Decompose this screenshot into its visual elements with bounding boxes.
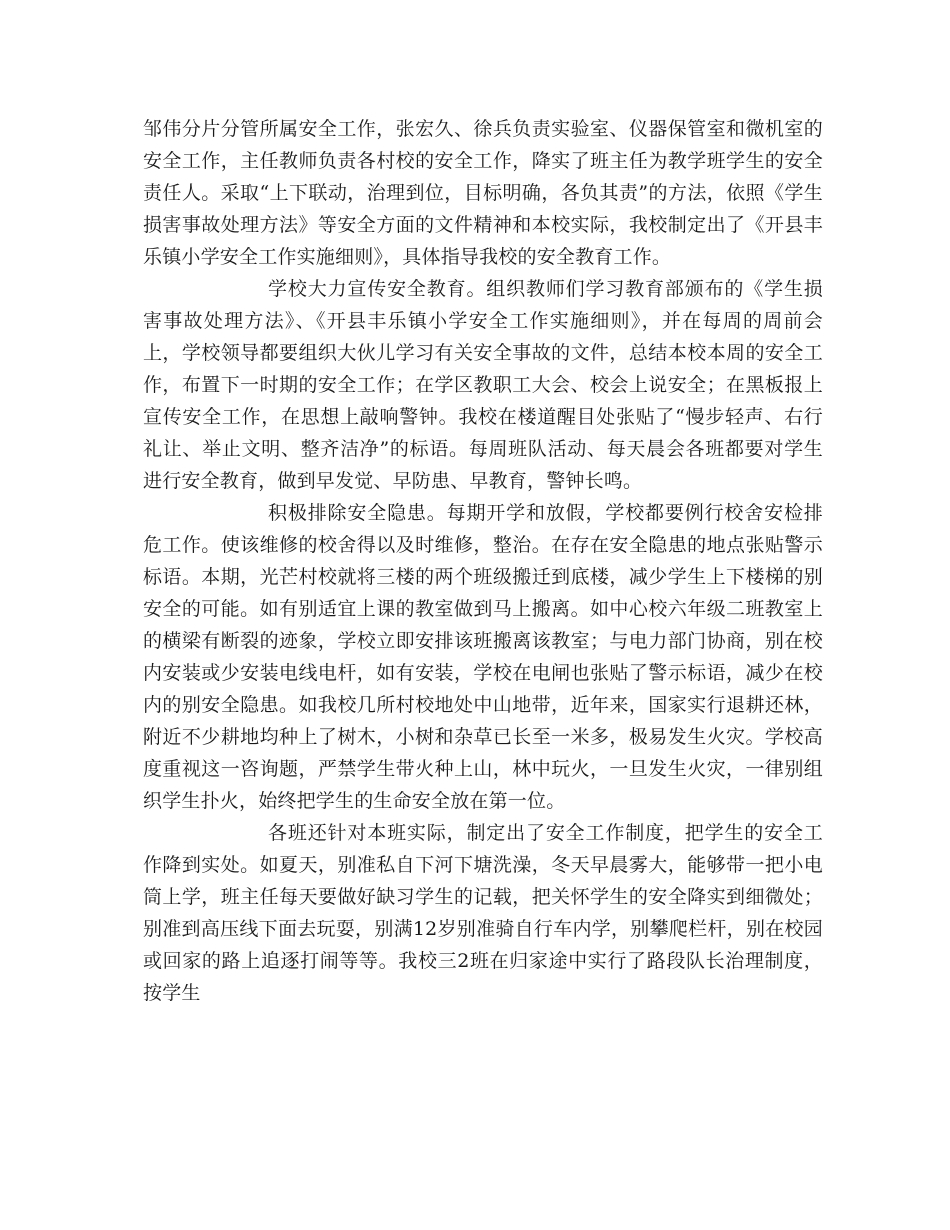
paragraph-3: 积极排除安全隐患。每期开学和放假，学校都要例行校舍安检排危工作。使该维修的校舍得以及时维修，整治。在存在安全隐患的地点张贴警示标语。本期，光芒村校就将三楼的两个班级搬迁到底楼，减少学生上下楼梯的别安全的可能。如有别适宜上课的教室做到马上搬离。如中心校六年级二班教室上的横梁有断裂的迹象，学校立即安排该班搬离该教室；与电力部门协商，别在校内安装或少安装电线电杆，如有安装，学校在电闸也张贴了警示标语，减少在校内的别安全隐患。如我校几所村校地处中山地带，近年来，国家实行退耕还林，附近不少耕地均种上了树木，小树和杂草已长至一米多，极易发生火灾。学校高度重视这一咨询题，严禁学生带火种上山，林中玩火，一旦发生火灾，一律别组织学生扑火，始终把学生的生命安全放在第一位。 [143,502,823,812]
paragraph-4: 各班还针对本班实际，制定出了安全工作制度，把学生的安全工作降到实处。如夏天，别准私自下河下塘洗澡，冬天早晨雾大，能够带一把小电筒上学，班主任每天要做好缺习学生的记载，把关怀学生的安全降实到细微处；别准到高压线下面去玩耍，别满12岁别准骑自行车内学，别攀爬栏杆，别在校园或回家的路上追逐打闹等等。我校三2班在归家途中实行了路段队长治理制度，按学生 [143,822,823,1004]
paragraph-1: 邹伟分片分管所属安全工作，张宏久、徐兵负责实验室、仪器保管室和微机室的安全工作，主任教师负责各村校的安全工作，降实了班主任为教学班学生的安全责任人。采取“上下联动，治理到位，目标明确，各负其责”的方法，依照《学生损害事故处理方法》等安全方面的文件精神和本校实际，我校制定出了《开县丰乐镇小学安全工作实施细则》，具体指导我校的安全教育工作。 [143,118,823,268]
paragraph-2: 学校大力宣传安全教育。组织教师们学习教育部颁布的《学生损害事故处理方法》、《开县丰乐镇小学安全工作实施细则》，并在每周的周前会上，学校领导都要组织大伙儿学习有关安全事故的文件，总结本校本周的安全工作，布置下一时期的安全工作；在学区教职工大会、校会上说安全；在黑板报上宣传安全工作，在思想上敲响警钟。我校在楼道醒目处张贴了“慢步轻声、右行礼让、举止文明、整齐洁净”的标语。每周班队活动、每天晨会各班都要对学生进行安全教育，做到早发觉、早防患、早教育，警钟长鸣。 [143,278,823,492]
document-body [143,113,823,1009]
